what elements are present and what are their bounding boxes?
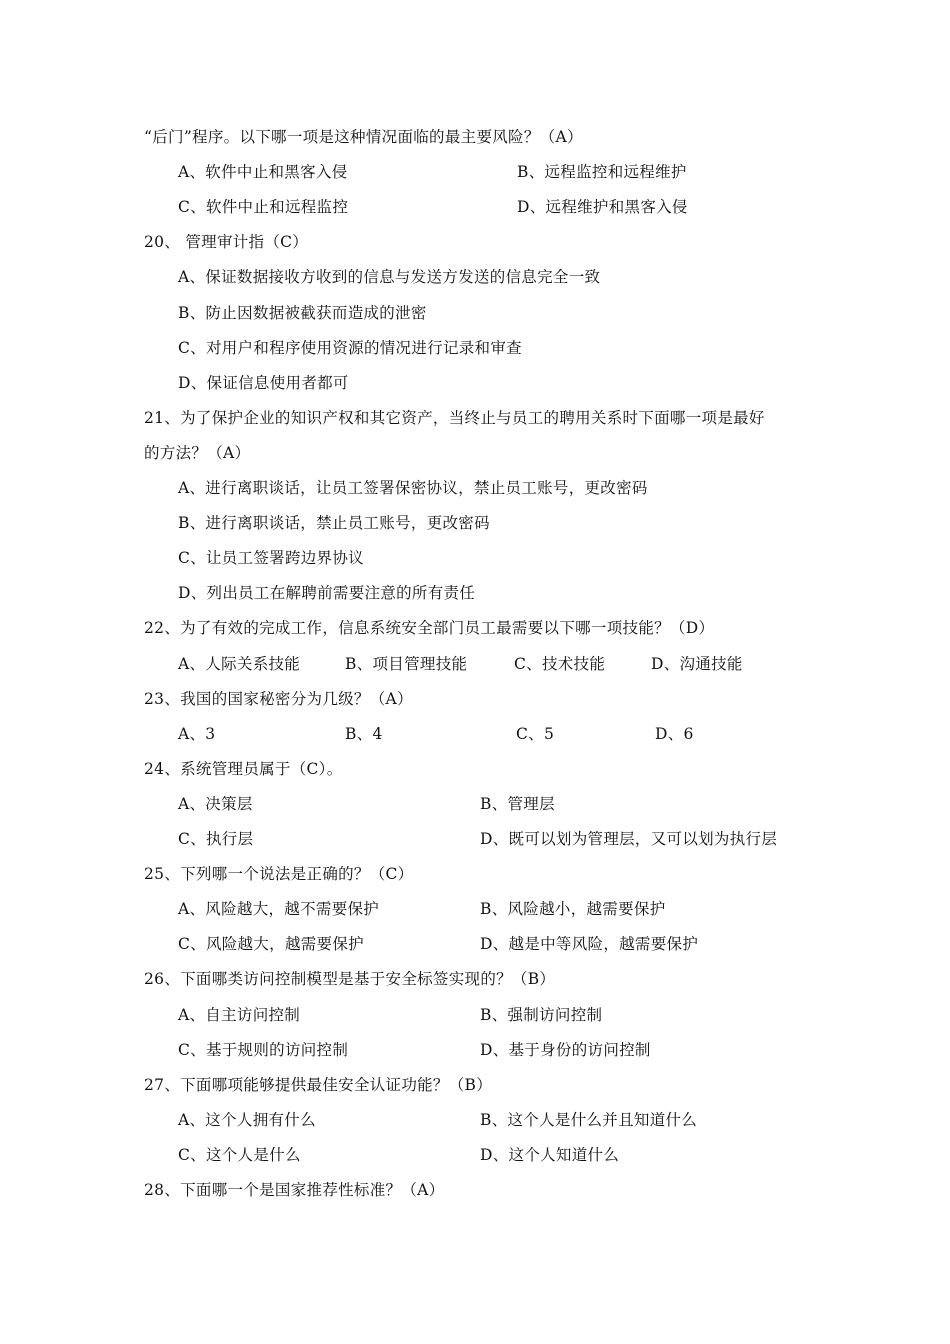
option-line: [0, 371, 950, 395]
option-line: [0, 581, 950, 605]
question-text: 26、下面哪类访问控制模型是基于安全标签实现的？（B）: [144, 970, 556, 988]
option-text: A、软件中止和黑客入侵: [178, 163, 348, 181]
option-text: B、强制访问控制: [480, 1006, 603, 1024]
option-line: [0, 546, 950, 570]
option-line: [0, 792, 950, 816]
continuation-line: [0, 441, 950, 465]
option-text: A、风险越大，越不需要保护: [178, 900, 380, 918]
option-text: C、技术技能: [514, 655, 606, 673]
continuation-text: “后门”程序。以下哪一项是这种情况面临的最主要风险？（A）: [144, 128, 583, 146]
option-line: [0, 932, 950, 956]
option-line: [0, 265, 950, 289]
option-line: [0, 336, 950, 360]
option-text: D、保证信息使用者都可: [178, 374, 349, 392]
option-text: A、人际关系技能: [178, 655, 301, 673]
option-text: D、既可以划为管理层，又可以划为执行层: [480, 830, 778, 848]
option-text: A、3: [178, 725, 216, 743]
question-line: [0, 757, 950, 781]
question-line: [0, 616, 950, 640]
option-text: B、远程监控和远程维护: [517, 163, 687, 181]
option-text: B、风险越小，越需要保护: [480, 900, 666, 918]
option-line: [0, 195, 950, 219]
question-text: 20、 管理审计指（C）: [144, 233, 309, 251]
option-text: A、自主访问控制: [178, 1006, 301, 1024]
question-text: 27、下面哪项能够提供最佳安全认证功能？（B）: [144, 1076, 493, 1094]
question-text: 22、为了有效的完成工作，信息系统安全部门员工最需要以下哪一项技能？（D）: [144, 619, 715, 637]
option-text: B、管理层: [480, 795, 555, 813]
question-text: 23、我国的国家秘密分为几级？（A）: [144, 690, 413, 708]
option-text: C、执行层: [178, 830, 254, 848]
question-line: [0, 230, 950, 254]
option-text: B、防止因数据被截获而造成的泄密: [178, 304, 427, 322]
option-text: B、项目管理技能: [345, 655, 468, 673]
option-line: [0, 1003, 950, 1027]
option-line: [0, 652, 950, 676]
option-text: C、让员工签署跨边界协议: [178, 549, 364, 567]
option-line: [0, 1038, 950, 1062]
option-line: [0, 476, 950, 500]
option-line: [0, 897, 950, 921]
continuation-text: 的方法？（A）: [144, 444, 251, 462]
option-line: [0, 511, 950, 535]
option-line: [0, 827, 950, 851]
option-text: D、6: [655, 725, 694, 743]
option-text: C、5: [516, 725, 555, 743]
question-text: 28、下面哪一个是国家推荐性标准？（A）: [144, 1181, 445, 1199]
option-text: A、决策层: [178, 795, 253, 813]
option-text: D、这个人知道什么: [480, 1146, 620, 1164]
question-line: [0, 1178, 950, 1202]
question-line: [0, 687, 950, 711]
option-text: C、风险越大，越需要保护: [178, 935, 364, 953]
option-text: B、进行离职谈话，禁止员工账号，更改密码: [178, 514, 490, 532]
option-text: C、对用户和程序使用资源的情况进行记录和审查: [178, 339, 522, 357]
option-text: D、越是中等风险，越需要保护: [480, 935, 699, 953]
option-text: D、沟通技能: [651, 655, 743, 673]
option-line: [0, 722, 950, 746]
option-text: C、软件中止和远程监控: [178, 198, 349, 216]
question-text: 25、下列哪一个说法是正确的？（C）: [144, 865, 414, 883]
option-text: C、这个人是什么: [178, 1146, 301, 1164]
option-text: C、基于规则的访问控制: [178, 1041, 349, 1059]
question-line: [0, 1073, 950, 1097]
option-line: [0, 160, 950, 184]
option-line: [0, 1143, 950, 1167]
option-text: B、这个人是什么并且知道什么: [480, 1111, 698, 1129]
option-text: A、进行离职谈话，让员工签署保密协议，禁止员工账号，更改密码: [178, 479, 648, 497]
option-text: B、4: [345, 725, 383, 743]
continuation-line: [0, 125, 950, 149]
question-line: [0, 406, 950, 430]
option-text: A、保证数据接收方收到的信息与发送方发送的信息完全一致: [178, 268, 601, 286]
question-text: 24、系统管理员属于（C）。: [144, 760, 343, 778]
question-line: [0, 862, 950, 886]
option-text: D、列出员工在解聘前需要注意的所有责任: [178, 584, 476, 602]
option-text: D、基于身份的访问控制: [480, 1041, 651, 1059]
option-text: A、这个人拥有什么: [178, 1111, 316, 1129]
question-text: 21、为了保护企业的知识产权和其它资产，当终止与员工的聘用关系时下面哪一项是最好: [144, 409, 765, 427]
option-line: [0, 1108, 950, 1132]
question-line: [0, 967, 950, 991]
option-line: [0, 301, 950, 325]
option-text: D、远程维护和黑客入侵: [517, 198, 688, 216]
